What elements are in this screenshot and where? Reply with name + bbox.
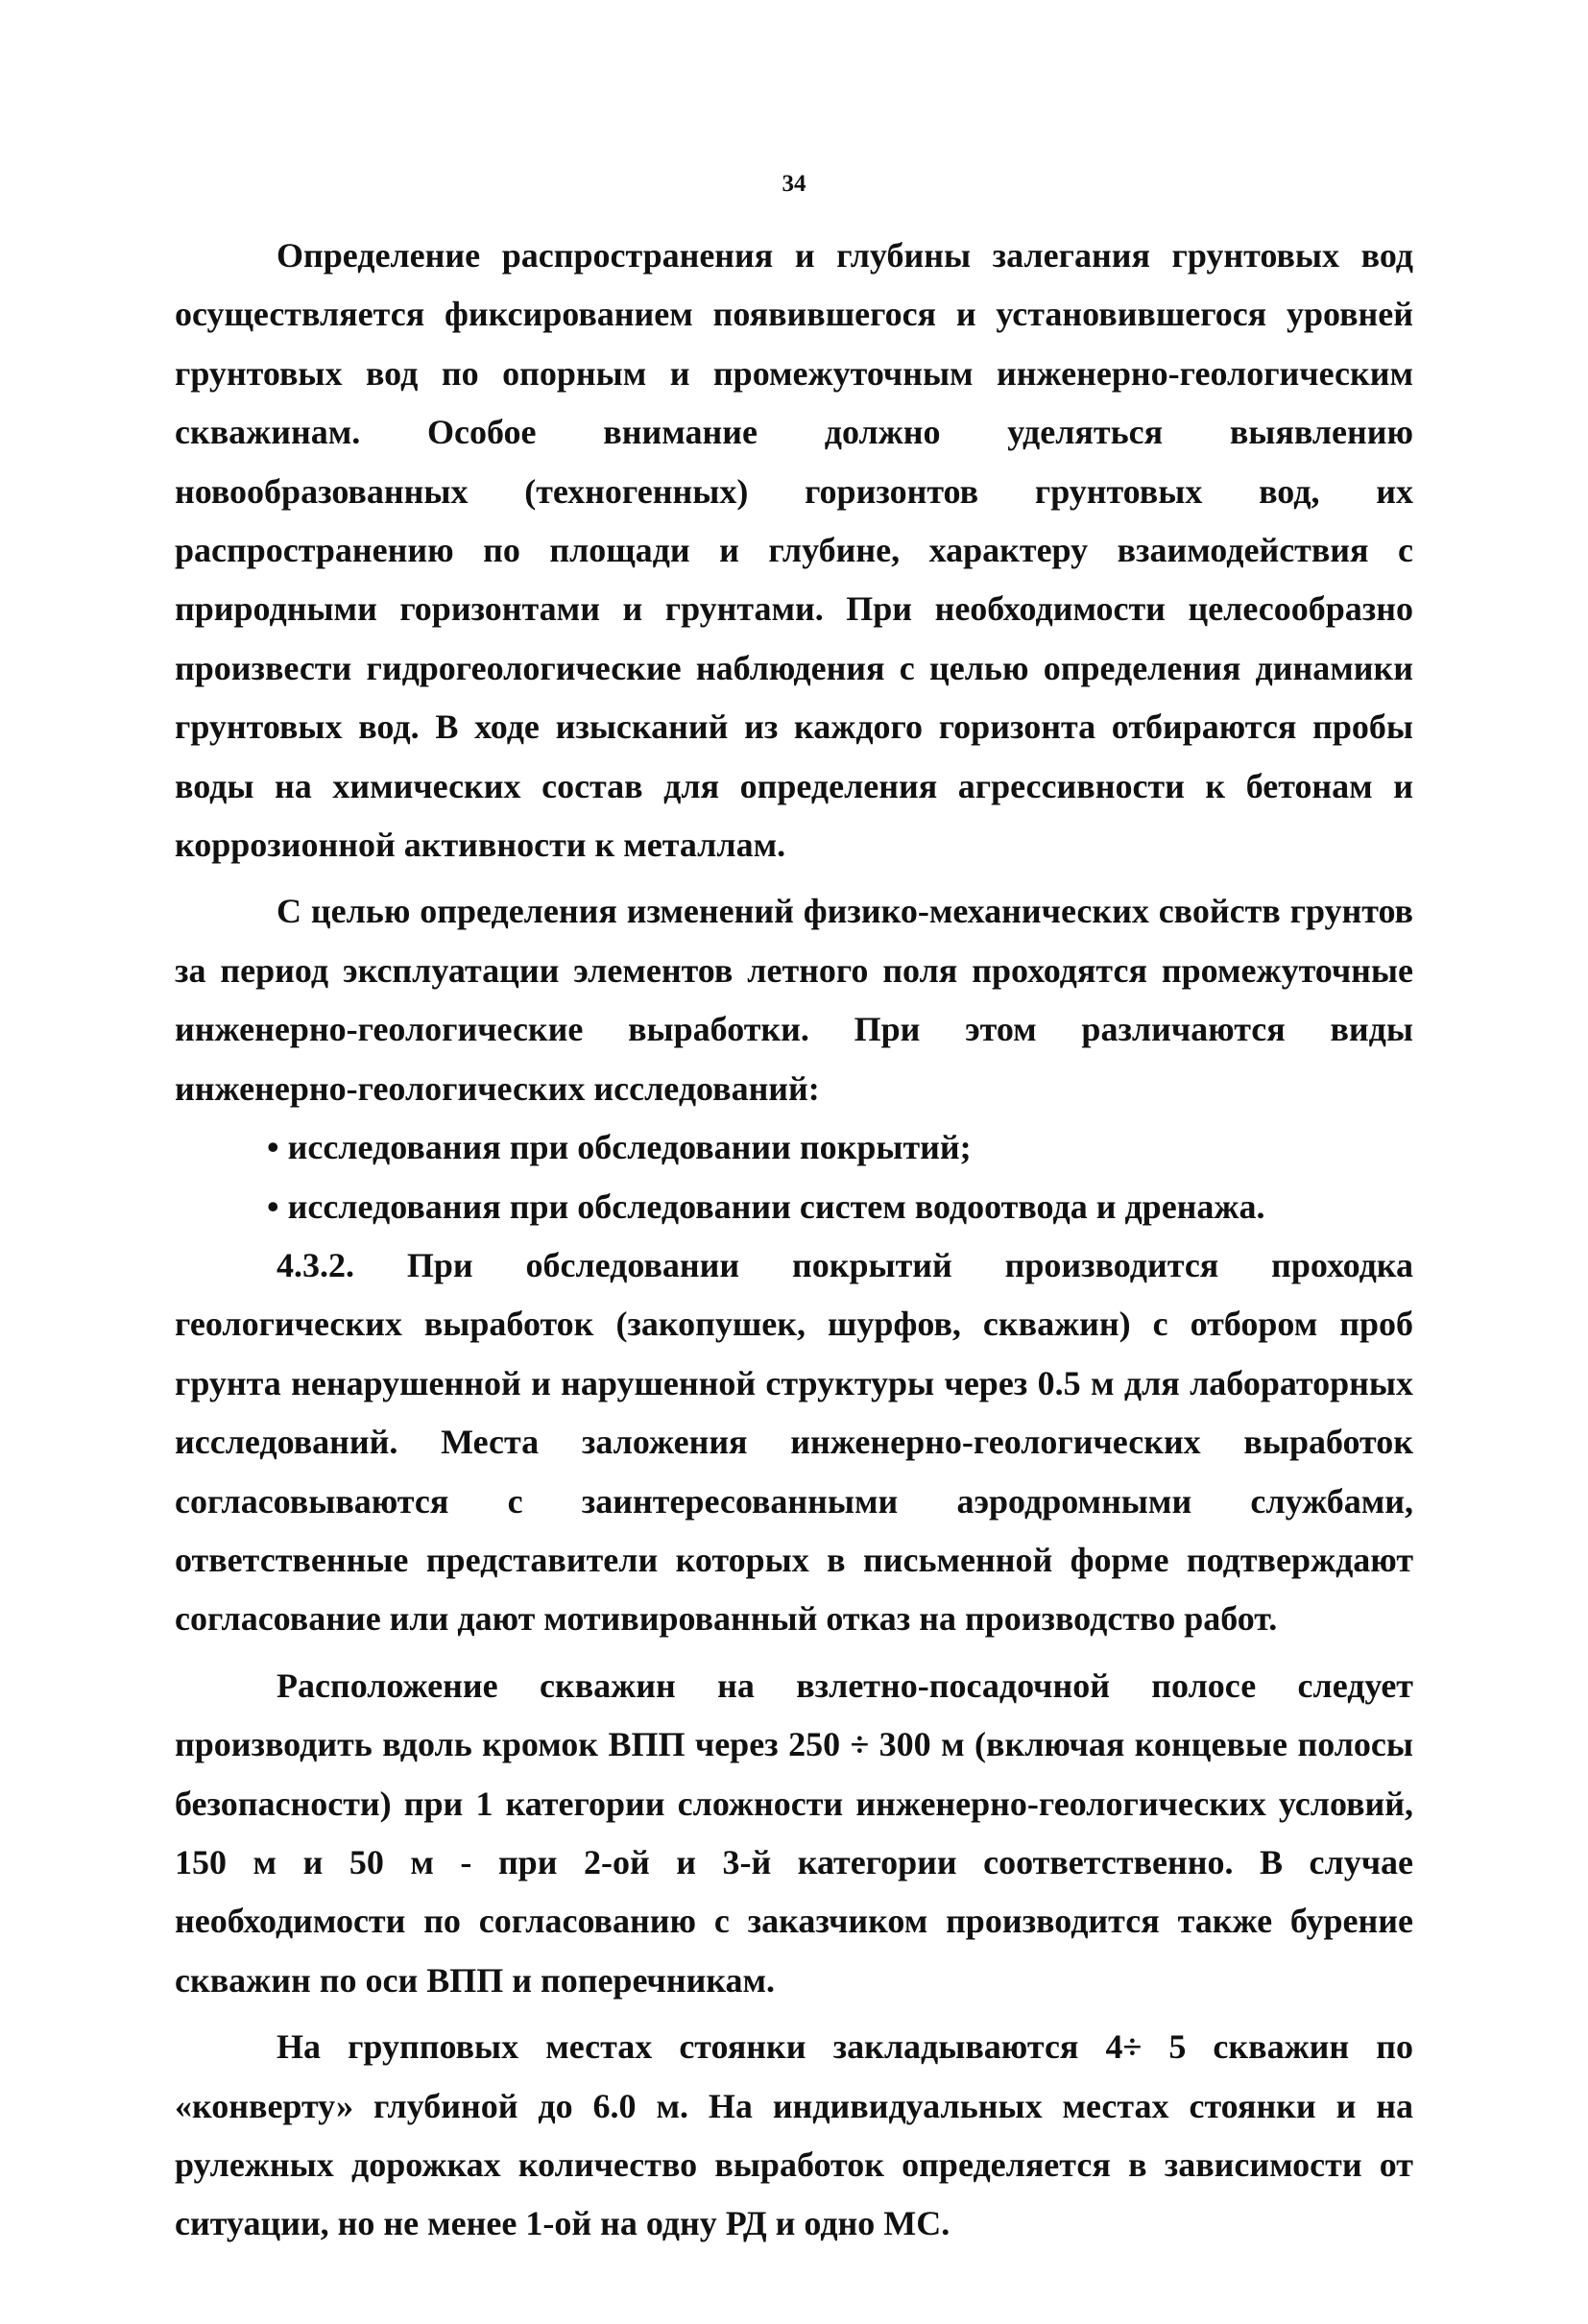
page-number: 34 [782,171,806,197]
list-item-pavement-survey: • исследования при обследовании покрытий; [267,1128,972,1167]
paragraph-parking-boreholes: На групповых местах стоянки закладываются 4÷ 5 скважин по «конверту» глубиной до 6.0 м. На индивидуальных местах стоянки и на рулежных дорожках количество выработок определяется в зависимости от ситуации, но не менее 1-ой на одну РД и одно МС. [175,2027,1413,2243]
paragraph-intermediate-workings: С целью определения изменений физико-механических свойств грунтов за период эксплуатации элементов летного поля проходятся промежуточные инженерно-геологические выработки. При этом различаются виды инженерно-геологических исследований: [175,892,1413,1108]
list-item-drainage-survey: • исследования при обследовании систем водоотвода и дренажа. [267,1186,1265,1226]
paragraph-section-4-3-2: 4.3.2. При обследовании покрытий производится проходка геологических выработок (закопушек, шурфов, скважин) с отбором проб грунта ненарушенной и нарушенной структуры через 0.5 м для лабораторных исследований. Места заложения инженерно-геологических выработок согласовываются с заинтересованными аэродромными службами, ответственные представители которых в письменной форме подтверждают согласование или дают мотивированный отказ на производство работ. [175,1245,1413,1639]
paragraph-groundwater: Определение распространения и глубины залегания грунтовых вод осуществляется фиксированием появившегося и установившегося уровней грунтовых вод по опорным и промежуточным инженерно-геологическим скважинам. Особое внимание должно уделяться выявлению новообразованных (техногенных) горизонтов грунтовых вод, их распространению по площади и глубине, характеру взаимодействия с природными горизонтами и грунтами. При необходимости целесообразно произвести гидрогеологические наблюдения с целью определения динамики грунтовых вод. В ходе изысканий из каждого горизонта отбираются пробы воды на химических состав для определения агрессивности к бетонам и коррозионной активности к металлам. [175,236,1413,865]
paragraph-runway-boreholes: Расположение скважин на взлетно-посадочной полосе следует производить вдоль кромок ВПП через 250 ÷ 300 м (включая концевые полосы безопасности) при 1 категории сложности инженерно-геологических условий, 150 м и 50 м - при 2-ой и 3-й категории соответственно. В случае необходимости по согласованию с заказчиком производится также бурение скважин по оси ВПП и поперечникам. [175,1665,1413,2000]
document-body [175,227,1413,2254]
